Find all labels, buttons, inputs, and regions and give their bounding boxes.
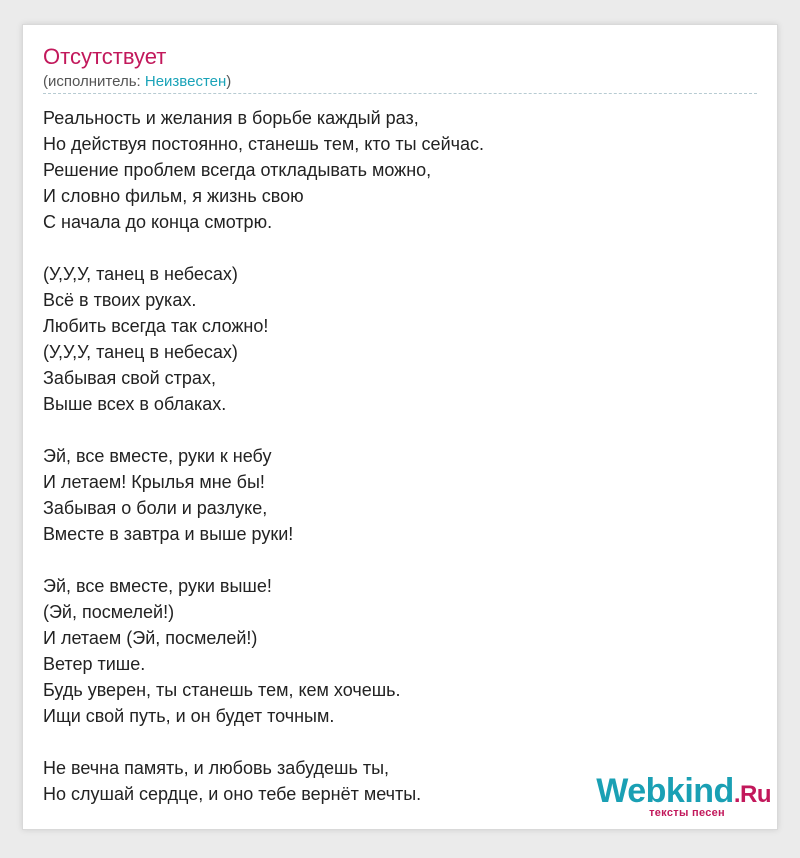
stanza (43, 105, 743, 235)
song-title: Отсутствует (43, 44, 167, 69)
lyric-line: Выше всех в облаках. (43, 394, 227, 414)
logo-tld: .Ru (733, 781, 771, 808)
lyric-line: Вместе в завтра и выше руки! (43, 524, 294, 544)
site-logo[interactable] (571, 771, 771, 827)
logo-main-text: Webkind (596, 772, 734, 810)
lyric-line: (У,У,У, танец в небесах) (43, 264, 238, 284)
lyrics-card (22, 24, 778, 830)
stanza (43, 573, 743, 729)
lyric-line: Эй, все вместе, руки к небу (43, 446, 272, 466)
lyric-line: Ветер тише. (43, 654, 146, 674)
lyric-line: Не вечна память, и любовь забудешь ты, (43, 758, 390, 778)
title-divider (43, 93, 757, 94)
artist-line (43, 73, 231, 91)
stanza (43, 443, 743, 547)
lyric-line: Любить всегда так сложно! (43, 316, 269, 336)
lyric-line: Реальность и желания в борьбе каждый раз, (43, 108, 419, 128)
lyric-line: Эй, все вместе, руки выше! (43, 576, 272, 596)
lyric-line: Но слушай сердце, и оно тебе вернёт мечты. (43, 784, 422, 804)
lyric-line: И словно фильм, я жизнь свою (43, 186, 304, 206)
lyric-line: Но действуя постоянно, станешь тем, кто ты сейчас. (43, 134, 485, 154)
lyrics-body (43, 105, 743, 833)
lyric-line: С начала до конца смотрю. (43, 212, 273, 232)
lyric-line: Забывая о боли и разлуке, (43, 498, 268, 518)
lyric-line: Будь уверен, ты станешь тем, кем хочешь. (43, 680, 401, 700)
lyric-line: Решение проблем всегда откладывать можно, (43, 160, 432, 180)
logo-tagline: тексты песен (649, 807, 725, 819)
lyric-line: Забывая свой страх, (43, 368, 216, 388)
lyric-line: Ищи свой путь, и он будет точным. (43, 706, 335, 726)
lyric-line: (У,У,У, танец в небесах) (43, 342, 238, 362)
artist-prefix: (исполнитель: (43, 73, 145, 90)
stanza (43, 261, 743, 417)
lyric-line: И летаем! Крылья мне бы! (43, 472, 265, 492)
artist-suffix: ) (226, 73, 232, 90)
artist-link[interactable]: Неизвестен (144, 73, 227, 90)
lyric-line: Всё в твоих руках. (43, 290, 197, 310)
lyric-line: И летаем (Эй, посмелей!) (43, 628, 258, 648)
lyric-line: (Эй, посмелей!) (43, 602, 175, 622)
